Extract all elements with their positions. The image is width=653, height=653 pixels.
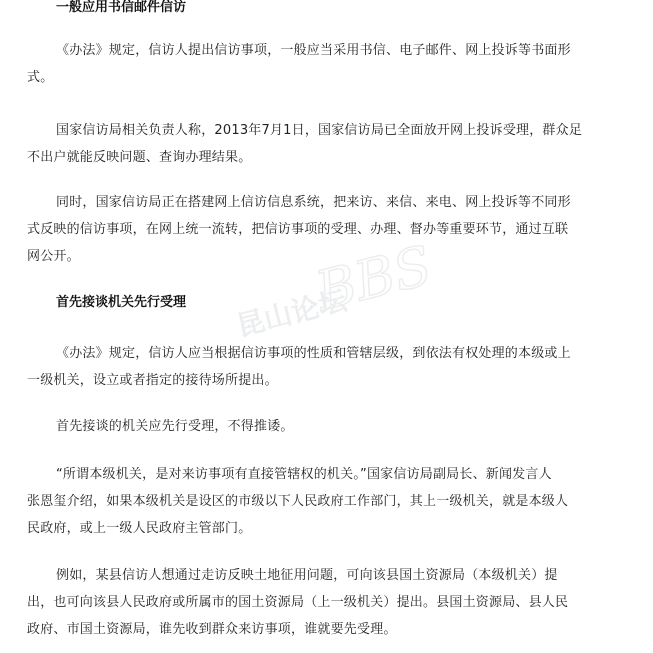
paragraph-line: 同时，国家信访局正在搭建网上信访信息系统，把来访、来信、来电、网上投诉等不同形 <box>56 195 571 210</box>
paragraph-line: 不出户就能反映问题、查询办理结果。 <box>27 150 252 165</box>
section-heading: 一般应用书信邮件信访 <box>56 0 187 15</box>
watermark-text-cn: 昆山论坛 <box>233 283 350 343</box>
paragraph <box>27 117 635 171</box>
paragraph-line: 首先接谈的机关应先行受理，不得推诿。 <box>56 419 294 434</box>
paragraph <box>27 461 635 542</box>
paragraph-line: 《办法》规定，信访人提出信访事项，一般应当采用书信、电子邮件、网上投诉等书面形 <box>56 43 571 58</box>
paragraph-line: 张恩玺介绍，如果本级机关是设区的市级以下人民政府工作部门，其上一级机关，就是本级人 <box>27 494 569 509</box>
section-heading: 首先接谈机关先行受理 <box>56 295 187 310</box>
paragraph-line: 国家信访局相关负责人称，2013年7月1日，国家信访局已全面放开网上投诉受理，群众足 <box>56 123 583 138</box>
paragraph-line: 一级机关，设立或者指定的接待场所提出。 <box>27 373 278 388</box>
paragraph-line: 例如，某县信访人想通过走访反映土地征用问题，可向该县国土资源局（本级机关）提 <box>56 568 558 583</box>
paragraph <box>27 37 635 91</box>
watermark-text-en: BBS <box>309 233 438 323</box>
paragraph-line: 出，也可向该县人民政府或所属市的国土资源局（上一级机关）提出。县国土资源局、县人民 <box>27 595 569 610</box>
paragraph-line: 式。 <box>27 70 54 85</box>
paragraph <box>27 562 635 643</box>
paragraph <box>27 189 635 270</box>
paragraph-line: “所谓本级机关，是对来访事项有直接管辖权的机关。”国家信访局副局长、新闻发言人 <box>56 467 552 482</box>
paragraph-line: 政府、市国土资源局，谁先收到群众来访事项，谁就要先受理。 <box>27 622 397 637</box>
paragraph <box>27 413 635 440</box>
paragraph-line: 民政府，或上一级人民政府主管部门。 <box>27 521 252 536</box>
paragraph-line: 式反映的信访事项，在网上统一流转，把信访事项的受理、办理、督办等重要环节，通过互联 <box>27 222 569 237</box>
paragraph <box>27 340 635 394</box>
paragraph-line: 网公开。 <box>27 249 80 264</box>
paragraph-line: 《办法》规定，信访人应当根据信访事项的性质和管辖层级，到依法有权处理的本级或上 <box>56 346 571 361</box>
